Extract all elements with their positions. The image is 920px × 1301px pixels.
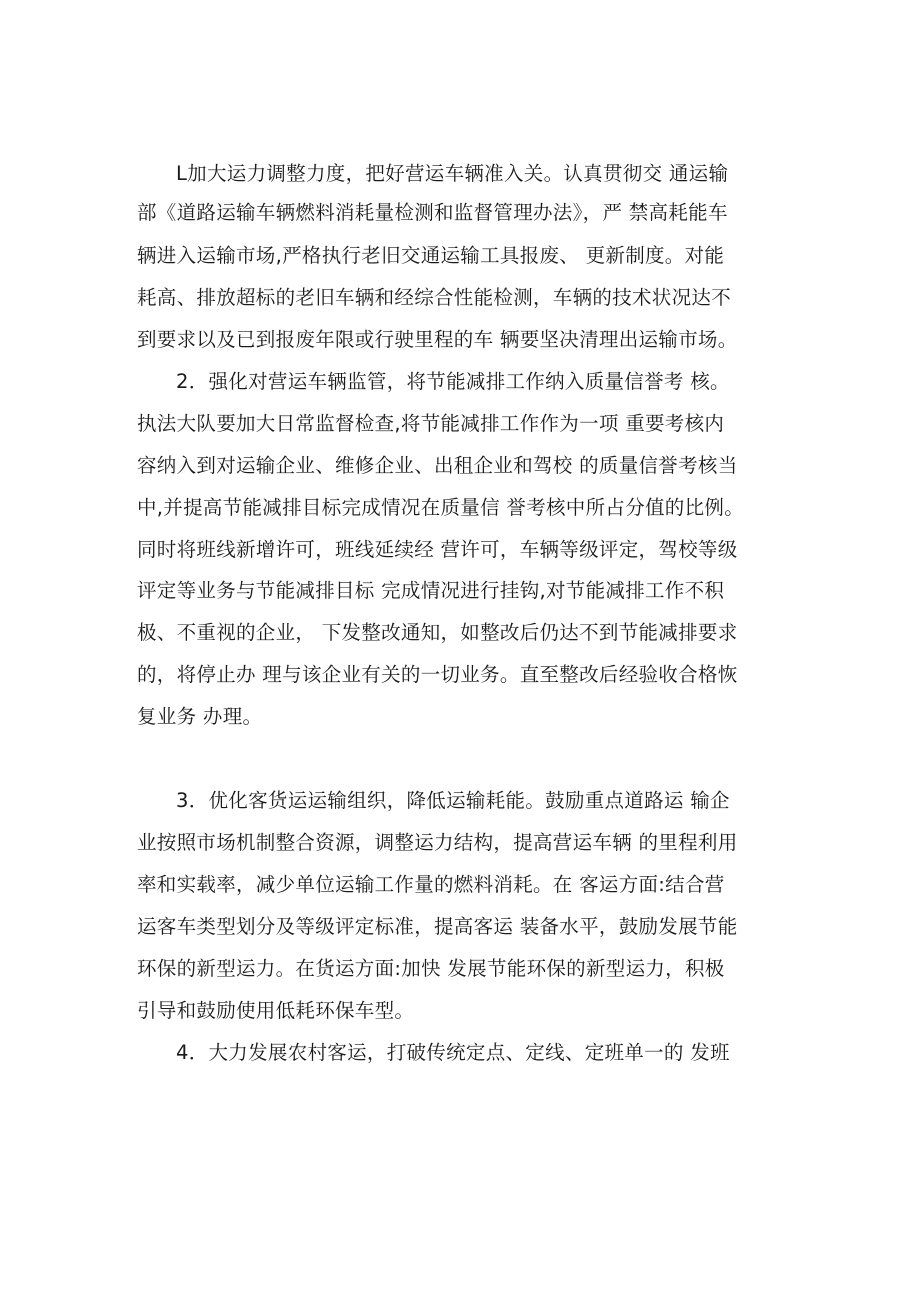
paragraph-2-line-4: 中,并提高节能减排目标完成情况在质量信 誉考核中所占分值的比例。 [137,496,744,519]
paragraph-3-line-2: 业按照市场机制整合资源，调整运力结构，提高营运车辆 的里程利用 [137,831,738,854]
paragraph-3-line-1: 3．优化客货运运输组织，降低运输耗能。鼓励重点道路运 输企 [176,789,730,812]
paragraph-3-line-4: 运客车类型划分及等级评定标准，提高客运 装备水平，鼓励发展节能 [137,915,738,938]
paragraph-2-line-10 [137,739,801,779]
paragraph-2-line-2: 执法大队要加大日常监督检查,将节能减排工作作为一项 重要考核内 [137,412,725,435]
paragraph-2-line-5: 同时将班线新增许可，班线延续经 营许可，车辆等级评定，驾校等级 [137,538,738,561]
paragraph-2-line-6: 评定等业务与节能减排目标 完成情况进行挂钩,对节能减排工作不积 [137,579,725,602]
paragraph-3-line-6: 引导和鼓励使用低耗环保车型。 [137,999,415,1022]
paragraph-1-line-1: L加大运力调整力度，把好营运车辆准入关。认真贯彻交 通运输 [176,162,729,185]
paragraph-3-line-5: 环保的新型运力。在货运方面:加快 发展节能环保的新型运力，积极 [137,957,725,980]
paragraph-1-line-5: 到要求以及已到报废年限或行驶里程的车 辆要坚决清理出运输市场。 [137,328,738,351]
paragraph-2-line-3: 容纳入到对运输企业、维修企业、出租企业和驾校 的质量信誉考核当 [137,454,738,477]
paragraph-4-line-1: 4．大力发展农村客运，打破传统定点、定线、定班单一的 发班 [176,1041,730,1064]
paragraph-2-line-1: 2．强化对营运车辆监管，将节能减排工作纳入质量信誉考 核。 [176,370,730,393]
paragraph-1-line-4: 耗高、排放超标的老旧车辆和经综合性能检测，车辆的技术状况达不 [137,286,732,309]
paragraph-3-line-3: 率和实载率，减少单位运输工作量的燃料消耗。在 客运方面:结合营 [137,873,725,896]
paragraph-1-line-3: 辆进入运输市场,严格执行老旧交通运输工具报废、 更新制度。对能 [137,244,725,267]
paragraph-2-line-9: 复业务 办理。 [137,705,263,728]
paragraph-2-line-8: 的，将停止办 理与该企业有关的一切业务。直至整改后经验收合格恢 [137,663,738,686]
paragraph-2-line-7: 极、不重视的企业， 下发整改通知，如整改后仍达不到节能减排要求 [137,621,738,644]
paragraph-1-line-2: 部《道路运输车辆燃料消耗量检测和监督管理办法》，严 禁高耗能车 [137,201,728,224]
